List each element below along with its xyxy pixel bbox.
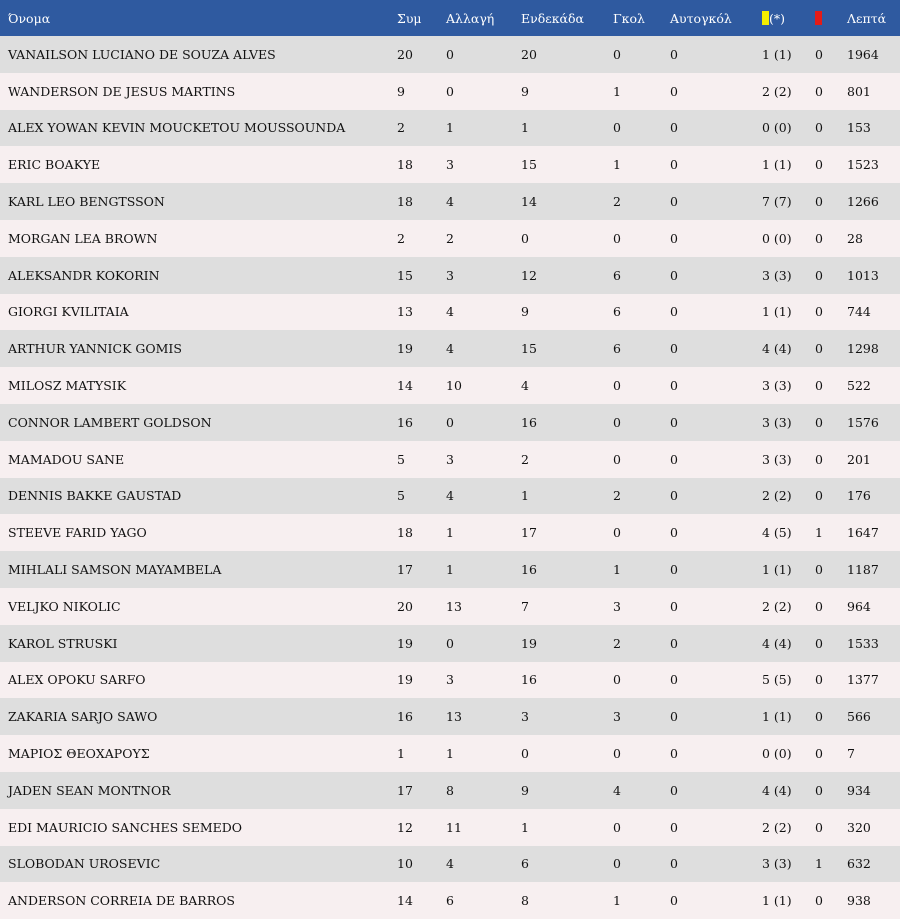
- player-apps: 13: [397, 304, 413, 320]
- table-header-row: [0, 0, 900, 36]
- player-starts: 6: [521, 856, 529, 872]
- player-goals: 0: [613, 819, 621, 835]
- player-yellow-cards: 1 (1): [762, 893, 792, 909]
- player-apps: 19: [397, 341, 413, 357]
- table-row: [0, 36, 900, 73]
- player-minutes: 1533: [847, 635, 879, 651]
- player-starts: 20: [521, 46, 537, 62]
- header-starts[interactable]: Ενδεκάδα: [521, 10, 584, 26]
- table-row: [0, 220, 900, 257]
- player-apps: 19: [397, 672, 413, 688]
- player-subs: 0: [446, 414, 454, 430]
- player-name: WANDERSON DE JESUS MARTINS: [8, 83, 236, 99]
- player-name: MORGAN LEA BROWN: [8, 230, 158, 246]
- player-yellow-cards: 2 (2): [762, 83, 792, 99]
- player-minutes: 522: [847, 378, 871, 394]
- table-row: [0, 441, 900, 478]
- player-goals: 1: [613, 562, 621, 578]
- player-red-cards: 0: [815, 598, 823, 614]
- player-subs: 0: [446, 83, 454, 99]
- player-apps: 18: [397, 525, 413, 541]
- player-starts: 15: [521, 157, 537, 173]
- player-subs: 3: [446, 672, 454, 688]
- player-minutes: 566: [847, 709, 871, 725]
- player-minutes: 201: [847, 451, 871, 467]
- player-apps: 14: [397, 378, 413, 394]
- player-red-cards: 0: [815, 451, 823, 467]
- player-starts: 1: [521, 120, 529, 136]
- player-starts: 0: [521, 746, 529, 762]
- player-name: CONNOR LAMBERT GOLDSON: [8, 414, 212, 430]
- table-row: [0, 330, 900, 367]
- player-name: GIORGI KVILITAIA: [8, 304, 129, 320]
- player-name: MILOSZ MATYSIK: [8, 378, 127, 394]
- player-name: VANAILSON LUCIANO DE SOUZA ALVES: [8, 46, 276, 62]
- player-name: ALEX OPOKU SARFO: [8, 672, 146, 688]
- player-red-cards: 0: [815, 157, 823, 173]
- player-minutes: 1187: [847, 562, 879, 578]
- player-apps: 14: [397, 893, 413, 909]
- player-red-cards: 0: [815, 267, 823, 283]
- player-subs: 13: [446, 598, 462, 614]
- player-name: ZAKARIA SARJO SAWO: [8, 709, 158, 725]
- table-row: [0, 588, 900, 625]
- player-goals: 0: [613, 525, 621, 541]
- player-own-goals: 0: [670, 414, 678, 430]
- player-subs: 1: [446, 120, 454, 136]
- player-name: JADEN SEAN MONTNOR: [8, 782, 171, 798]
- player-subs: 0: [446, 635, 454, 651]
- table-row: [0, 551, 900, 588]
- player-starts: 2: [521, 451, 529, 467]
- player-goals: 0: [613, 46, 621, 62]
- table-row: [0, 146, 900, 183]
- player-subs: 13: [446, 709, 462, 725]
- table-row: [0, 735, 900, 772]
- player-own-goals: 0: [670, 893, 678, 909]
- player-minutes: 7: [847, 746, 855, 762]
- player-own-goals: 0: [670, 120, 678, 136]
- player-red-cards: 0: [815, 893, 823, 909]
- player-name: ALEX YOWAN KEVIN MOUCKETOU MOUSSOUNDA: [8, 120, 346, 136]
- player-red-cards: 0: [815, 635, 823, 651]
- player-yellow-cards: 2 (2): [762, 488, 792, 504]
- player-starts: 1: [521, 488, 529, 504]
- player-subs: 8: [446, 782, 454, 798]
- player-own-goals: 0: [670, 635, 678, 651]
- player-yellow-cards: 4 (4): [762, 635, 792, 651]
- player-goals: 0: [613, 378, 621, 394]
- player-yellow-cards: 3 (3): [762, 267, 792, 283]
- player-own-goals: 0: [670, 525, 678, 541]
- player-yellow-cards: 1 (1): [762, 304, 792, 320]
- player-starts: 4: [521, 378, 529, 394]
- player-goals: 6: [613, 267, 621, 283]
- table-row: [0, 662, 900, 699]
- player-own-goals: 0: [670, 819, 678, 835]
- player-minutes: 1377: [847, 672, 879, 688]
- player-own-goals: 0: [670, 157, 678, 173]
- header-own-goals[interactable]: Αυτογκόλ: [670, 10, 732, 26]
- player-minutes: 28: [847, 230, 863, 246]
- player-starts: 3: [521, 709, 529, 725]
- player-apps: 16: [397, 709, 413, 725]
- player-own-goals: 0: [670, 83, 678, 99]
- player-minutes: 744: [847, 304, 871, 320]
- header-yellow-suffix: (*): [769, 10, 786, 26]
- player-apps: 5: [397, 451, 405, 467]
- player-red-cards: 0: [815, 46, 823, 62]
- player-own-goals: 0: [670, 267, 678, 283]
- player-red-cards: 0: [815, 782, 823, 798]
- player-goals: 0: [613, 451, 621, 467]
- player-red-cards: 0: [815, 672, 823, 688]
- player-starts: 12: [521, 267, 537, 283]
- player-yellow-cards: 0 (0): [762, 746, 792, 762]
- player-subs: 11: [446, 819, 462, 835]
- player-subs: 4: [446, 304, 454, 320]
- player-starts: 16: [521, 562, 537, 578]
- player-starts: 14: [521, 194, 537, 210]
- table-row: [0, 809, 900, 846]
- player-apps: 19: [397, 635, 413, 651]
- player-name: STEEVE FARID YAGO: [8, 525, 147, 541]
- player-name: ERIC BOAKYE: [8, 157, 101, 173]
- player-subs: 3: [446, 451, 454, 467]
- player-red-cards: 0: [815, 378, 823, 394]
- player-goals: 2: [613, 488, 621, 504]
- player-goals: 3: [613, 709, 621, 725]
- player-red-cards: 0: [815, 488, 823, 504]
- table-body: [0, 36, 900, 919]
- player-goals: 2: [613, 635, 621, 651]
- player-subs: 1: [446, 525, 454, 541]
- player-apps: 9: [397, 83, 405, 99]
- player-minutes: 1523: [847, 157, 879, 173]
- player-own-goals: 0: [670, 46, 678, 62]
- player-apps: 18: [397, 194, 413, 210]
- player-yellow-cards: 1 (1): [762, 562, 792, 578]
- player-yellow-cards: 4 (4): [762, 341, 792, 357]
- player-goals: 0: [613, 746, 621, 762]
- player-own-goals: 0: [670, 304, 678, 320]
- player-apps: 5: [397, 488, 405, 504]
- player-goals: 1: [613, 83, 621, 99]
- header-minutes[interactable]: Λεπτά: [847, 10, 887, 26]
- yellow-card-icon: [762, 11, 769, 25]
- player-goals: 0: [613, 856, 621, 872]
- player-yellow-cards: 1 (1): [762, 46, 792, 62]
- player-own-goals: 0: [670, 230, 678, 246]
- red-card-icon: [815, 11, 822, 25]
- player-minutes: 153: [847, 120, 871, 136]
- player-own-goals: 0: [670, 856, 678, 872]
- player-apps: 1: [397, 746, 405, 762]
- player-minutes: 632: [847, 856, 871, 872]
- table-row: [0, 625, 900, 662]
- player-apps: 15: [397, 267, 413, 283]
- player-subs: 1: [446, 746, 454, 762]
- player-starts: 7: [521, 598, 529, 614]
- player-minutes: 176: [847, 488, 871, 504]
- player-goals: 1: [613, 893, 621, 909]
- player-apps: 17: [397, 562, 413, 578]
- player-subs: 6: [446, 893, 454, 909]
- player-own-goals: 0: [670, 341, 678, 357]
- player-apps: 2: [397, 120, 405, 136]
- player-name: ΜΑΡΙΟΣ ΘΕΟΧΑΡΟΥΣ: [8, 746, 150, 762]
- player-minutes: 1013: [847, 267, 879, 283]
- player-red-cards: 0: [815, 414, 823, 430]
- player-yellow-cards: 0 (0): [762, 230, 792, 246]
- player-own-goals: 0: [670, 746, 678, 762]
- player-subs: 2: [446, 230, 454, 246]
- header-red-cards[interactable]: [815, 0, 847, 36]
- player-yellow-cards: 5 (5): [762, 672, 792, 688]
- player-goals: 0: [613, 414, 621, 430]
- player-own-goals: 0: [670, 709, 678, 725]
- player-yellow-cards: 7 (7): [762, 194, 792, 210]
- player-red-cards: 0: [815, 304, 823, 320]
- player-subs: 3: [446, 157, 454, 173]
- player-yellow-cards: 1 (1): [762, 709, 792, 725]
- player-own-goals: 0: [670, 782, 678, 798]
- player-goals: 1: [613, 157, 621, 173]
- player-subs: 3: [446, 267, 454, 283]
- player-apps: 2: [397, 230, 405, 246]
- header-subs[interactable]: Αλλαγή: [446, 10, 495, 26]
- player-apps: 16: [397, 414, 413, 430]
- player-yellow-cards: 2 (2): [762, 819, 792, 835]
- header-goals[interactable]: Γκολ: [613, 10, 645, 26]
- player-name: ANDERSON CORREIA DE BARROS: [8, 893, 235, 909]
- player-minutes: 1266: [847, 194, 879, 210]
- player-yellow-cards: 3 (3): [762, 378, 792, 394]
- player-subs: 10: [446, 378, 462, 394]
- player-starts: 1: [521, 819, 529, 835]
- player-starts: 9: [521, 304, 529, 320]
- table-row: [0, 404, 900, 441]
- player-goals: 0: [613, 230, 621, 246]
- player-yellow-cards: 1 (1): [762, 157, 792, 173]
- player-subs: 4: [446, 856, 454, 872]
- player-own-goals: 0: [670, 378, 678, 394]
- player-red-cards: 0: [815, 83, 823, 99]
- player-red-cards: 0: [815, 120, 823, 136]
- player-minutes: 1964: [847, 46, 879, 62]
- player-own-goals: 0: [670, 451, 678, 467]
- player-name: MAMADOU SANE: [8, 451, 125, 467]
- player-yellow-cards: 3 (3): [762, 414, 792, 430]
- player-name: VELJKO NIKOLIC: [8, 598, 121, 614]
- player-goals: 6: [613, 341, 621, 357]
- player-own-goals: 0: [670, 194, 678, 210]
- header-yellow-cards[interactable]: [762, 0, 815, 36]
- table-row: [0, 367, 900, 404]
- player-yellow-cards: 3 (3): [762, 451, 792, 467]
- table-row: [0, 772, 900, 809]
- player-own-goals: 0: [670, 598, 678, 614]
- player-red-cards: 0: [815, 819, 823, 835]
- player-name: SLOBODAN UROSEVIC: [8, 856, 161, 872]
- player-starts: 16: [521, 414, 537, 430]
- player-minutes: 938: [847, 893, 871, 909]
- table-row: [0, 294, 900, 331]
- player-yellow-cards: 4 (5): [762, 525, 792, 541]
- player-starts: 9: [521, 782, 529, 798]
- table-row: [0, 846, 900, 883]
- player-starts: 9: [521, 83, 529, 99]
- player-minutes: 964: [847, 598, 871, 614]
- player-red-cards: 0: [815, 709, 823, 725]
- player-yellow-cards: 4 (4): [762, 782, 792, 798]
- player-apps: 20: [397, 598, 413, 614]
- player-yellow-cards: 3 (3): [762, 856, 792, 872]
- player-red-cards: 0: [815, 194, 823, 210]
- player-subs: 1: [446, 562, 454, 578]
- player-red-cards: 1: [815, 856, 823, 872]
- player-subs: 4: [446, 488, 454, 504]
- header-name[interactable]: Όνομα: [8, 10, 51, 26]
- player-red-cards: 0: [815, 230, 823, 246]
- player-red-cards: 0: [815, 746, 823, 762]
- table-row: [0, 478, 900, 515]
- player-minutes: 801: [847, 83, 871, 99]
- table-row: [0, 110, 900, 147]
- player-name: ALEKSANDR KOKORIN: [8, 267, 160, 283]
- player-name: EDI MAURICIO SANCHES SEMEDO: [8, 819, 243, 835]
- player-yellow-cards: 2 (2): [762, 598, 792, 614]
- player-goals: 4: [613, 782, 621, 798]
- player-minutes: 1576: [847, 414, 879, 430]
- player-starts: 19: [521, 635, 537, 651]
- player-starts: 8: [521, 893, 529, 909]
- table-row: [0, 698, 900, 735]
- player-red-cards: 0: [815, 341, 823, 357]
- table-row: [0, 183, 900, 220]
- player-starts: 15: [521, 341, 537, 357]
- table-row: [0, 882, 900, 919]
- player-apps: 12: [397, 819, 413, 835]
- player-goals: 2: [613, 194, 621, 210]
- player-minutes: 934: [847, 782, 871, 798]
- table-row: [0, 514, 900, 551]
- player-subs: 0: [446, 46, 454, 62]
- player-goals: 0: [613, 120, 621, 136]
- header-apps[interactable]: Συμ: [397, 10, 422, 26]
- player-starts: 0: [521, 230, 529, 246]
- player-name: KAROL STRUSKI: [8, 635, 118, 651]
- player-yellow-cards: 0 (0): [762, 120, 792, 136]
- player-name: DENNIS BAKKE GAUSTAD: [8, 488, 182, 504]
- player-goals: 6: [613, 304, 621, 320]
- player-minutes: 320: [847, 819, 871, 835]
- player-name: KARL LEO BENGTSSON: [8, 194, 165, 210]
- player-goals: 3: [613, 598, 621, 614]
- player-red-cards: 1: [815, 525, 823, 541]
- table-row: [0, 257, 900, 294]
- player-apps: 20: [397, 46, 413, 62]
- player-own-goals: 0: [670, 672, 678, 688]
- player-starts: 16: [521, 672, 537, 688]
- player-subs: 4: [446, 194, 454, 210]
- table-row: [0, 73, 900, 110]
- player-red-cards: 0: [815, 562, 823, 578]
- player-starts: 17: [521, 525, 537, 541]
- player-own-goals: 0: [670, 562, 678, 578]
- player-subs: 4: [446, 341, 454, 357]
- player-name: ARTHUR YANNICK GOMIS: [8, 341, 182, 357]
- player-goals: 0: [613, 672, 621, 688]
- player-own-goals: 0: [670, 488, 678, 504]
- player-minutes: 1647: [847, 525, 879, 541]
- player-minutes: 1298: [847, 341, 879, 357]
- player-apps: 17: [397, 782, 413, 798]
- player-apps: 18: [397, 157, 413, 173]
- player-apps: 10: [397, 856, 413, 872]
- player-name: MIHLALI SAMSON MAYAMBELA: [8, 562, 222, 578]
